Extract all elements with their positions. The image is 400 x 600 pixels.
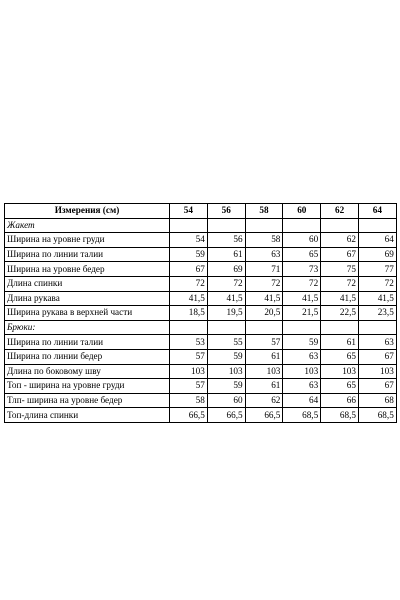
table-row xyxy=(5,393,397,408)
empty-cell xyxy=(358,320,396,335)
size-chart-table xyxy=(4,203,397,423)
measurement-value: 65 xyxy=(321,379,359,394)
measurement-value: 66,5 xyxy=(170,408,208,423)
measurement-value: 41,5 xyxy=(358,291,396,306)
measurement-value: 61 xyxy=(245,349,283,364)
measurement-value: 67 xyxy=(358,379,396,394)
empty-cell xyxy=(207,320,245,335)
table-row xyxy=(5,364,397,379)
measurement-value: 41,5 xyxy=(207,291,245,306)
size-header: 64 xyxy=(358,204,396,219)
measurement-value: 72 xyxy=(358,276,396,291)
table-header xyxy=(5,204,397,219)
measurement-value: 68 xyxy=(358,393,396,408)
measurement-value: 18,5 xyxy=(170,306,208,321)
empty-cell xyxy=(245,218,283,233)
header-row xyxy=(5,204,397,219)
size-header: 54 xyxy=(170,204,208,219)
measurement-value: 20,5 xyxy=(245,306,283,321)
measurement-value: 41,5 xyxy=(321,291,359,306)
measurement-value: 68,5 xyxy=(321,408,359,423)
section-row xyxy=(5,320,397,335)
measurement-value: 69 xyxy=(207,262,245,277)
measurement-value: 54 xyxy=(170,233,208,248)
size-header: 58 xyxy=(245,204,283,219)
measurement-value: 59 xyxy=(283,335,321,350)
table-row xyxy=(5,335,397,350)
measurement-value: 61 xyxy=(321,335,359,350)
measurement-value: 72 xyxy=(283,276,321,291)
measurement-value: 66,5 xyxy=(207,408,245,423)
measurements-header: Измерения (см) xyxy=(5,204,170,219)
empty-cell xyxy=(283,320,321,335)
measurement-value: 63 xyxy=(245,247,283,262)
measurement-value: 57 xyxy=(170,349,208,364)
measurement-value: 61 xyxy=(245,379,283,394)
measurement-value: 68,5 xyxy=(358,408,396,423)
empty-cell xyxy=(170,218,208,233)
measurement-value: 67 xyxy=(358,349,396,364)
measurement-label: Топ - ширина на уровне груди xyxy=(5,379,170,394)
measurement-value: 58 xyxy=(170,393,208,408)
measurement-value: 63 xyxy=(283,379,321,394)
table-row xyxy=(5,379,397,394)
measurement-label: Топ-длина спинки xyxy=(5,408,170,423)
measurement-value: 62 xyxy=(321,233,359,248)
measurement-value: 72 xyxy=(170,276,208,291)
measurement-value: 60 xyxy=(207,393,245,408)
table-row xyxy=(5,276,397,291)
measurement-value: 65 xyxy=(283,247,321,262)
table-body xyxy=(5,218,397,422)
measurement-value: 58 xyxy=(245,233,283,248)
empty-cell xyxy=(207,218,245,233)
table-row xyxy=(5,233,397,248)
measurement-value: 61 xyxy=(207,247,245,262)
measurement-label: Ширина по линии бедер xyxy=(5,349,170,364)
empty-cell xyxy=(170,320,208,335)
measurement-label: Длина спинки xyxy=(5,276,170,291)
measurement-value: 65 xyxy=(321,349,359,364)
measurement-value: 63 xyxy=(358,335,396,350)
measurement-value: 103 xyxy=(207,364,245,379)
measurement-value: 41,5 xyxy=(283,291,321,306)
measurement-value: 68,5 xyxy=(283,408,321,423)
measurement-value: 22,5 xyxy=(321,306,359,321)
measurement-value: 103 xyxy=(170,364,208,379)
measurement-label: Длина по боковому шву xyxy=(5,364,170,379)
size-header: 56 xyxy=(207,204,245,219)
empty-cell xyxy=(283,218,321,233)
section-row xyxy=(5,218,397,233)
table-row xyxy=(5,262,397,277)
measurement-label: Ширина рукава в верхней части xyxy=(5,306,170,321)
measurement-label: Длина рукава xyxy=(5,291,170,306)
measurement-value: 72 xyxy=(321,276,359,291)
measurement-value: 64 xyxy=(283,393,321,408)
table-row xyxy=(5,291,397,306)
measurement-label: Тлп- ширина на уровне бедер xyxy=(5,393,170,408)
measurement-value: 55 xyxy=(207,335,245,350)
section-title: Брюки: xyxy=(5,320,170,335)
measurement-value: 23,5 xyxy=(358,306,396,321)
measurement-value: 73 xyxy=(283,262,321,277)
measurement-value: 66 xyxy=(321,393,359,408)
measurement-value: 59 xyxy=(207,379,245,394)
measurement-value: 59 xyxy=(170,247,208,262)
measurement-label: Ширина по линии талии xyxy=(5,335,170,350)
measurement-value: 67 xyxy=(170,262,208,277)
empty-cell xyxy=(321,218,359,233)
size-header: 60 xyxy=(283,204,321,219)
measurement-value: 62 xyxy=(245,393,283,408)
measurement-value: 72 xyxy=(207,276,245,291)
table-row xyxy=(5,306,397,321)
measurement-value: 103 xyxy=(358,364,396,379)
measurement-value: 57 xyxy=(245,335,283,350)
empty-cell xyxy=(358,218,396,233)
section-title: Жакет xyxy=(5,218,170,233)
measurement-value: 64 xyxy=(358,233,396,248)
measurement-value: 21,5 xyxy=(283,306,321,321)
measurement-value: 75 xyxy=(321,262,359,277)
measurement-value: 56 xyxy=(207,233,245,248)
measurement-value: 69 xyxy=(358,247,396,262)
measurement-value: 103 xyxy=(283,364,321,379)
measurement-value: 57 xyxy=(170,379,208,394)
empty-cell xyxy=(321,320,359,335)
measurement-value: 19,5 xyxy=(207,306,245,321)
measurement-label: Ширина на уровне бедер xyxy=(5,262,170,277)
measurement-value: 103 xyxy=(321,364,359,379)
table-row xyxy=(5,247,397,262)
measurement-value: 53 xyxy=(170,335,208,350)
size-header: 62 xyxy=(321,204,359,219)
measurement-label: Ширина по линии талии xyxy=(5,247,170,262)
measurement-label: Ширина на уровне груди xyxy=(5,233,170,248)
measurement-value: 77 xyxy=(358,262,396,277)
table-row xyxy=(5,349,397,364)
measurement-value: 60 xyxy=(283,233,321,248)
measurement-value: 41,5 xyxy=(245,291,283,306)
measurement-value: 103 xyxy=(245,364,283,379)
empty-cell xyxy=(245,320,283,335)
measurement-value: 41,5 xyxy=(170,291,208,306)
measurement-value: 66,5 xyxy=(245,408,283,423)
measurement-value: 71 xyxy=(245,262,283,277)
measurement-value: 59 xyxy=(207,349,245,364)
measurement-value: 72 xyxy=(245,276,283,291)
measurement-value: 67 xyxy=(321,247,359,262)
table-row xyxy=(5,408,397,423)
measurement-value: 63 xyxy=(283,349,321,364)
